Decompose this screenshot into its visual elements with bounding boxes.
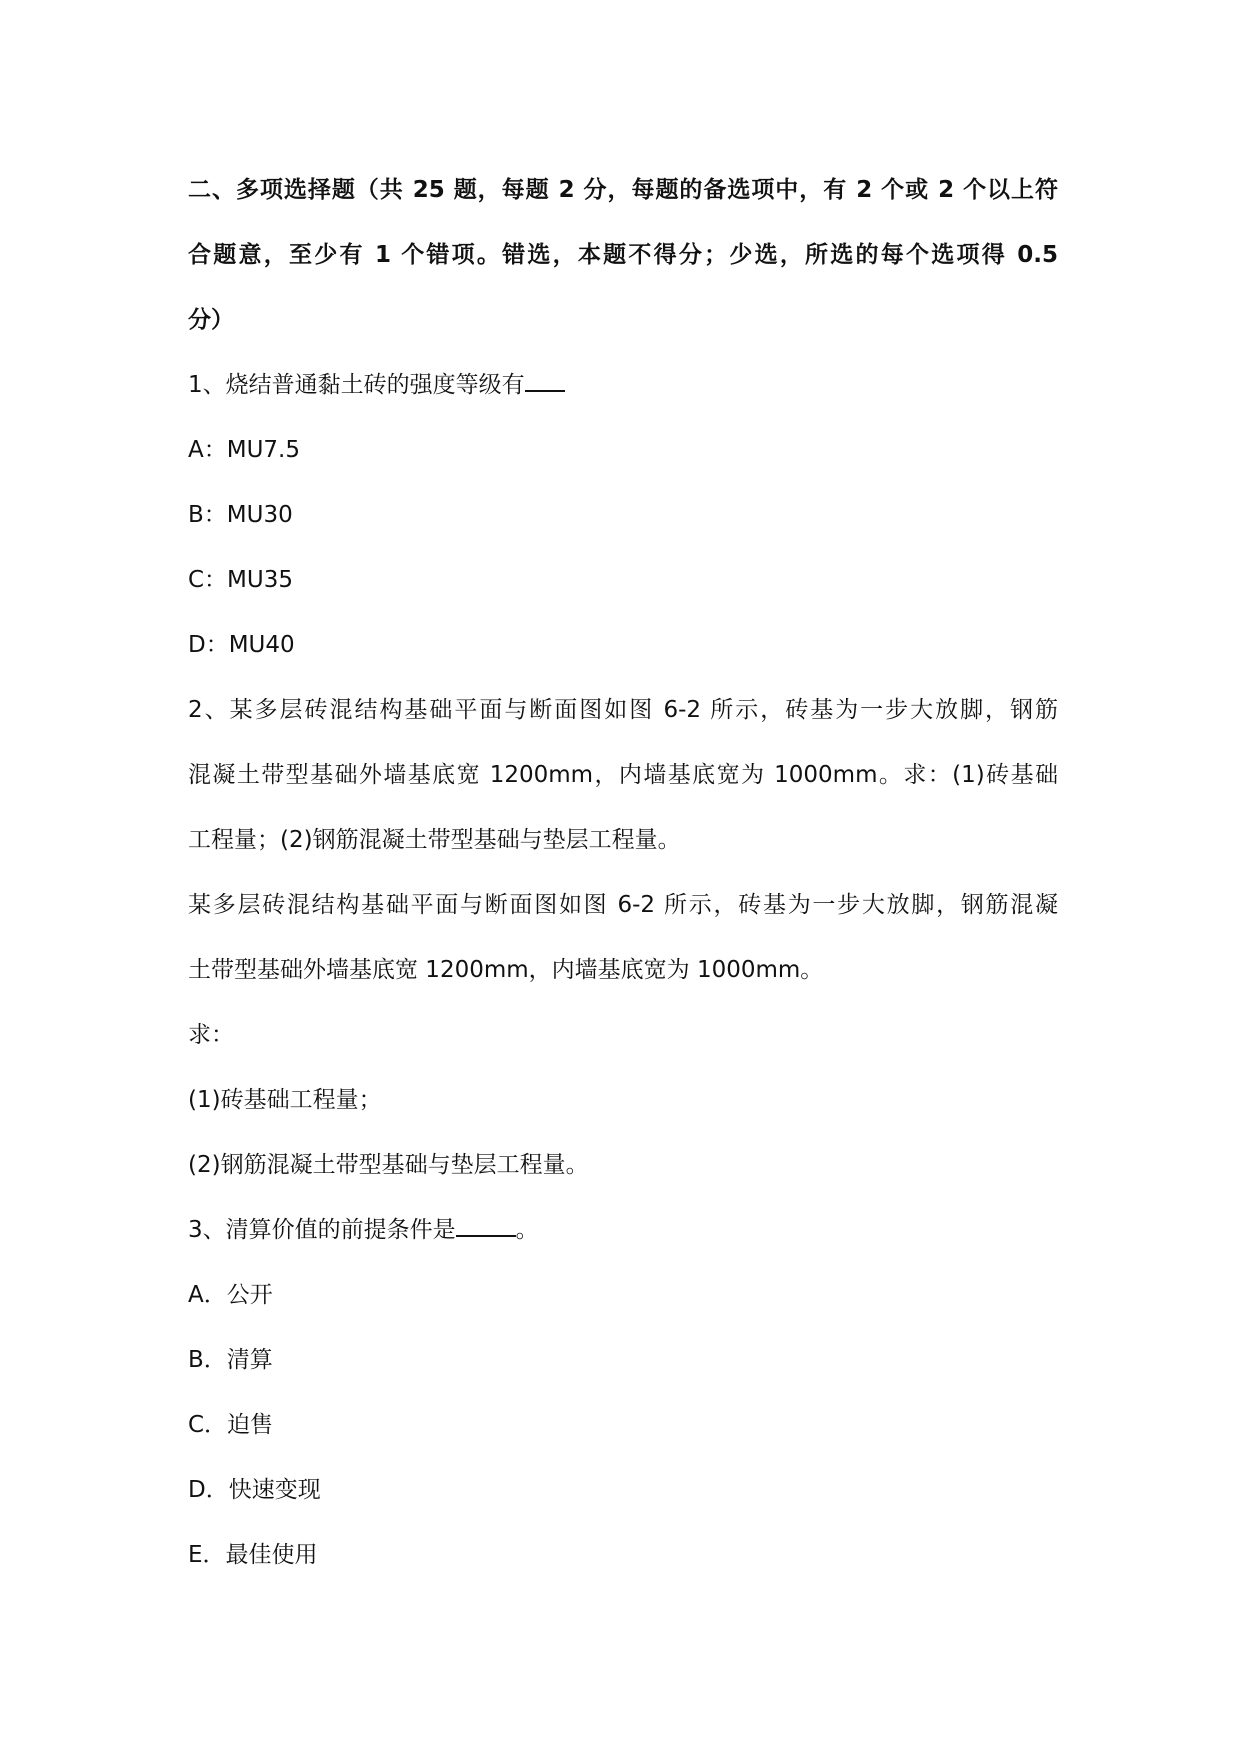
question-3-stem xyxy=(188,1198,1058,1263)
question-1-option-d: D：MU40 xyxy=(188,632,295,658)
question-1-option-c: C：MU35 xyxy=(188,567,294,593)
question-3-option-d: D．快速变现 xyxy=(188,1477,321,1503)
section-heading-line-2: 合题意，至少有 1 个错项。错选，本题不得分；少选，所选的每个选项得 0.5 xyxy=(188,242,1058,268)
question-1-option-b: B：MU30 xyxy=(188,502,293,528)
section-heading-line-1: 二、多项选择题（共 25 题，每题 2 分，每题的备选项中，有 2 个或 2 个以上符 xyxy=(188,177,1058,203)
question-3-option-a: A．公开 xyxy=(188,1282,273,1308)
question-2-line-2: 混凝土带型基础外墙基底宽 1200mm，内墙基底宽为 1000mm。求：(1)砖基础 xyxy=(188,762,1058,788)
answer-blank xyxy=(456,1215,516,1237)
question-2-line-6: 求： xyxy=(188,1022,234,1048)
document-content xyxy=(188,158,1058,1588)
question-2-line-5: 土带型基础外墙基底宽 1200mm，内墙基底宽为 1000mm。 xyxy=(188,957,824,983)
answer-blank xyxy=(525,370,565,392)
question-1-option-a: A：MU7.5 xyxy=(188,437,300,463)
question-3-option-c: C．迫售 xyxy=(188,1412,274,1438)
question-2-line-8: (2)钢筋混凝土带型基础与垫层工程量。 xyxy=(188,1152,589,1178)
question-2-line-1: 2、某多层砖混结构基础平面与断面图如图 6-2 所示，砖基为一步大放脚，钢筋 xyxy=(188,697,1058,723)
question-3-option-b: B．清算 xyxy=(188,1347,273,1373)
section-heading-line-3: 分） xyxy=(188,307,234,333)
question-2-line-3: 工程量；(2)钢筋混凝土带型基础与垫层工程量。 xyxy=(188,827,681,853)
question-3-stem-text: 3、清算价值的前提条件是 xyxy=(188,1217,456,1243)
question-1-stem xyxy=(188,353,1058,418)
question-2-line-4: 某多层砖混结构基础平面与断面图如图 6-2 所示，砖基为一步大放脚，钢筋混凝 xyxy=(188,892,1058,918)
question-3-option-e: E．最佳使用 xyxy=(188,1542,318,1568)
question-1-stem-text: 1、烧结普通黏土砖的强度等级有 xyxy=(188,372,525,398)
question-2-line-7: (1)砖基础工程量； xyxy=(188,1087,382,1113)
question-3-stem-suffix: 。 xyxy=(515,1217,539,1243)
